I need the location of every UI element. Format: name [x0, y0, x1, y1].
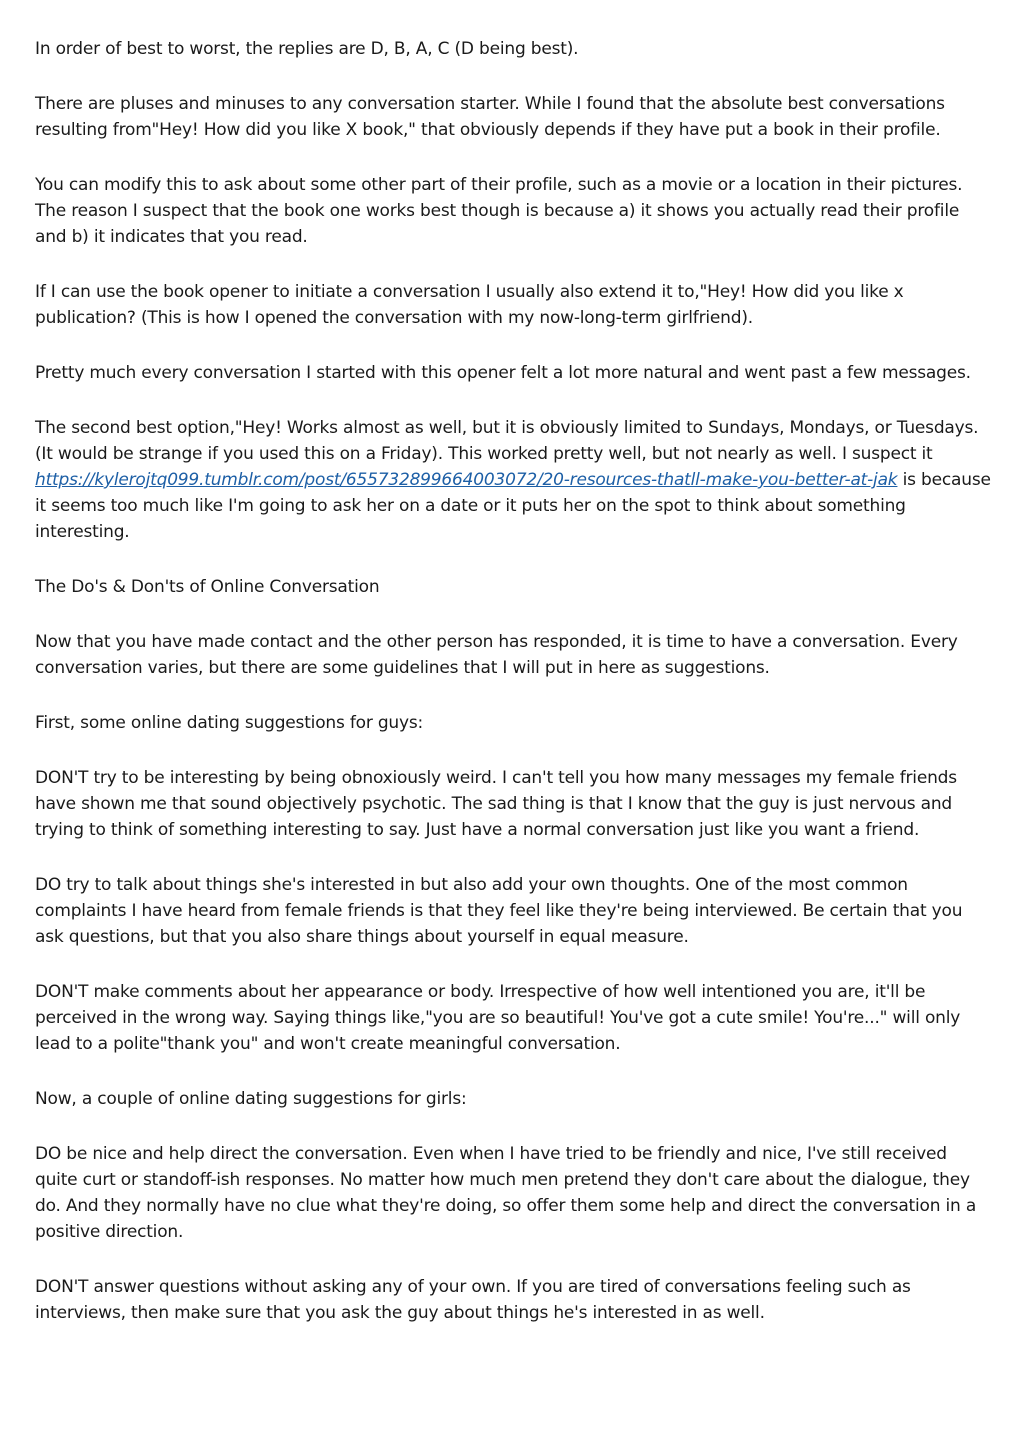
paragraph-do-talk-interests: DO try to talk about things she's interested in but also add your own thoughts. One of the most common complaints I have heard from female friends is that they feel like they're being interviewed. Be certain that you ask questions, but that you also share things about yourself in equal measure.	[35, 875, 963, 947]
paragraph-conversation-starter: There are pluses and minuses to any conversation starter. While I found that the absolute best conversations resulting from"Hey! How did you like X book," that obviously depends if they have put a book in their profile.	[35, 94, 945, 140]
paragraph-do-be-nice: DO be nice and help direct the conversation. Even when I have tried to be friendly and nice, I've still received quite curt or standoff-ish responses. No matter how much men pretend they don't care about the dialogue, they do. And they normally have no clue what they're doing, so offer them some help and direct the conversation in a positive direction.	[35, 1144, 977, 1242]
paragraph-made-contact: Now that you have made contact and the other person has responded, it is time to have a conversation. Every conversation varies, but there are some guidelines that I will put in here as suggestions.	[35, 632, 958, 678]
paragraph-dont-be-weird: DON'T try to be interesting by being obnoxiously weird. I can't tell you how many messages my female friends have shown me that sound objectively psychotic. The sad thing is that I know that the guy is just nervous and trying to think of something interesting to say. Just have a normal conversation just like you want a friend.	[35, 768, 957, 840]
paragraph-modify-opener: You can modify this to ask about some other part of their profile, such as a movie or a location in their pictures. The reason I suspect that the book one works best though is because a) it shows you actually read their profile and b) it indicates that you read.	[35, 175, 963, 247]
document-body	[35, 36, 991, 1355]
tumblr-article-link[interactable]: https://kylerojtq099.tumblr.com/post/655732899664003072/20-resources-thatll-make-you-better-at-jak	[35, 470, 898, 490]
paragraph-dont-comment-appearance: DON'T make comments about her appearance or body. Irrespective of how well intentioned you are, it'll be perceived in the wrong way. Saying things like,"you are so beautiful! You've got a cute smile! You're..." will only lead to a polite"thank you" and won't create meaningful conversation.	[35, 982, 961, 1054]
paragraph-replies-ranking: In order of best to worst, the replies are D, B, A, C (D being best).	[35, 39, 579, 59]
section-heading-dos-donts: The Do's & Don'ts of Online Conversation	[35, 577, 380, 597]
paragraph-dont-answer-without-asking: DON'T answer questions without asking any of your own. If you are tired of conversations feeling such as interviews, then make sure that you ask the guy about things he's interested in as well.	[35, 1277, 911, 1323]
paragraph-book-opener: If I can use the book opener to initiate a conversation I usually also extend it to,"Hey! How did you like x publication? (This is how I opened the conversation with my now-long-term girlfriend).	[35, 282, 904, 328]
paragraph-second-best-option	[35, 415, 991, 545]
paragraph-natural-conversation: Pretty much every conversation I started with this opener felt a lot more natural and went past a few messages.	[35, 363, 971, 383]
paragraph-suggestions-girls-intro: Now, a couple of online dating suggestions for girls:	[35, 1089, 467, 1109]
paragraph-text-before-link: The second best option,"Hey! Works almost as well, but it is obviously limited to Sundays, Mondays, or Tuesdays. (It would be strange if you used this on a Friday). This worked pretty well, but not nearly as well. I suspect it	[35, 418, 979, 464]
paragraph-text-after-link: is because it seems too much like I'm going to ask her on a date or it puts her on the spot to think about something interesting.	[35, 470, 991, 542]
paragraph-suggestions-guys-intro: First, some online dating suggestions for guys:	[35, 713, 424, 733]
